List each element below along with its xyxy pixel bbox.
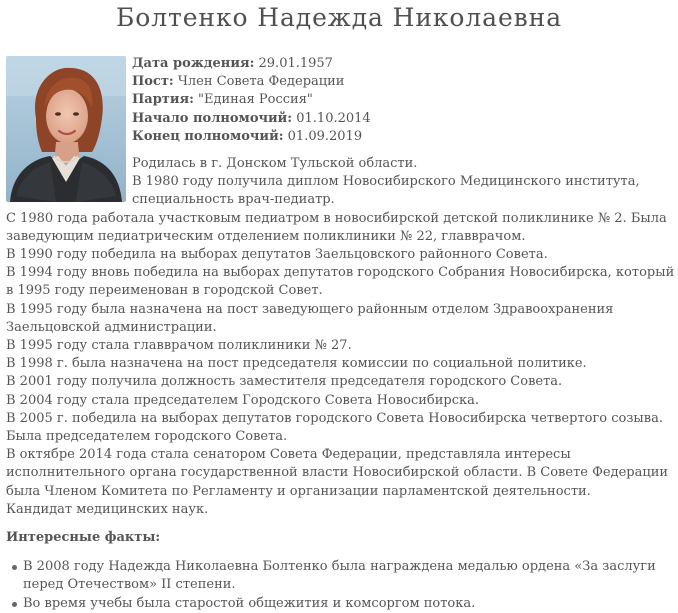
field-label: Пост: — [132, 74, 174, 90]
facts-heading: Интересные факты: — [6, 530, 161, 546]
page-title: Болтенко Надежда Николаевна — [115, 3, 563, 32]
bio-paragraph: В 2005 г. победила на выборах депутатов городского Совета Новосибирска четвертого созыва. Была председателем городского Совета. — [6, 410, 663, 445]
bio-paragraph: В октябре 2014 года стала сенатором Совета Федерации, представляла интересы исполнительного органа государственной власти Новосибирской области. В Совете Федерации была Членом Комитета по Регламенту и организации парламентской деятельности. — [6, 447, 669, 499]
bio-paragraph: Кандидат медицинских наук. — [6, 501, 209, 517]
bio-paragraph: В 2001 году получила должность заместителя председателя городского Совета. — [6, 374, 563, 390]
facts-list — [6, 558, 678, 613]
portrait-photo-icon — [6, 56, 126, 202]
field-label: Партия: — [132, 92, 194, 108]
profile-content — [0, 47, 678, 613]
field-value: "Единая Россия" — [198, 92, 313, 108]
bio-paragraph: В 1994 году вновь победила на выборах депутатов городского Собрания Новосибирска, который в 1995 году переименован в городской Совет. — [6, 265, 675, 299]
bio-paragraph: В 2004 году стала председателем Городского Совета Новосибирска. — [6, 392, 479, 408]
bio-paragraph: В 1990 году победила на выборах депутатов Заельцовского районного Совета. — [6, 247, 548, 263]
field-label: Дата рождения: — [132, 56, 255, 71]
field-label: Начало полномочий: — [132, 110, 293, 126]
bio-paragraph: В 1995 году была назначена на пост заведующего районным отделом Здравоохранения Заельцовской администрации. — [6, 301, 614, 335]
field-value: 01.10.2014 — [296, 110, 371, 126]
bio-paragraph: В 1995 году стала главврачом поликлиники № 27. — [6, 338, 352, 354]
bio-paragraph: В 1998 г. была назначена на пост председателя комиссии по социальной политике. — [6, 356, 587, 372]
bio-paragraph: В 1980 году получила диплом Новосибирского Медицинского института, специальность врач-педиатр. — [132, 174, 640, 208]
field-label: Конец полномочий: — [132, 128, 284, 144]
biography — [6, 155, 678, 519]
list-item: В 2008 году Надежда Николаевна Болтенко была награждена медалью ордена «За заслуги перед Отечеством» II степени. — [23, 558, 678, 594]
field-value: 01.09.2019 — [287, 128, 363, 144]
list-item: Во время учебы была старостой общежития и комсоргом потока. — [23, 595, 678, 613]
bio-paragraph: С 1980 года работала участковым педиатром в новосибирской детской поликлинике № 2. Была заведующим педиатрическим отделением поликлиники № 22, главврачом. — [6, 210, 667, 244]
field-value: 29.01.1957 — [258, 56, 333, 71]
field-value: Член Совета Федерации — [177, 74, 345, 90]
bio-paragraph: Родилась в г. Донском Тульской области. — [132, 156, 418, 172]
